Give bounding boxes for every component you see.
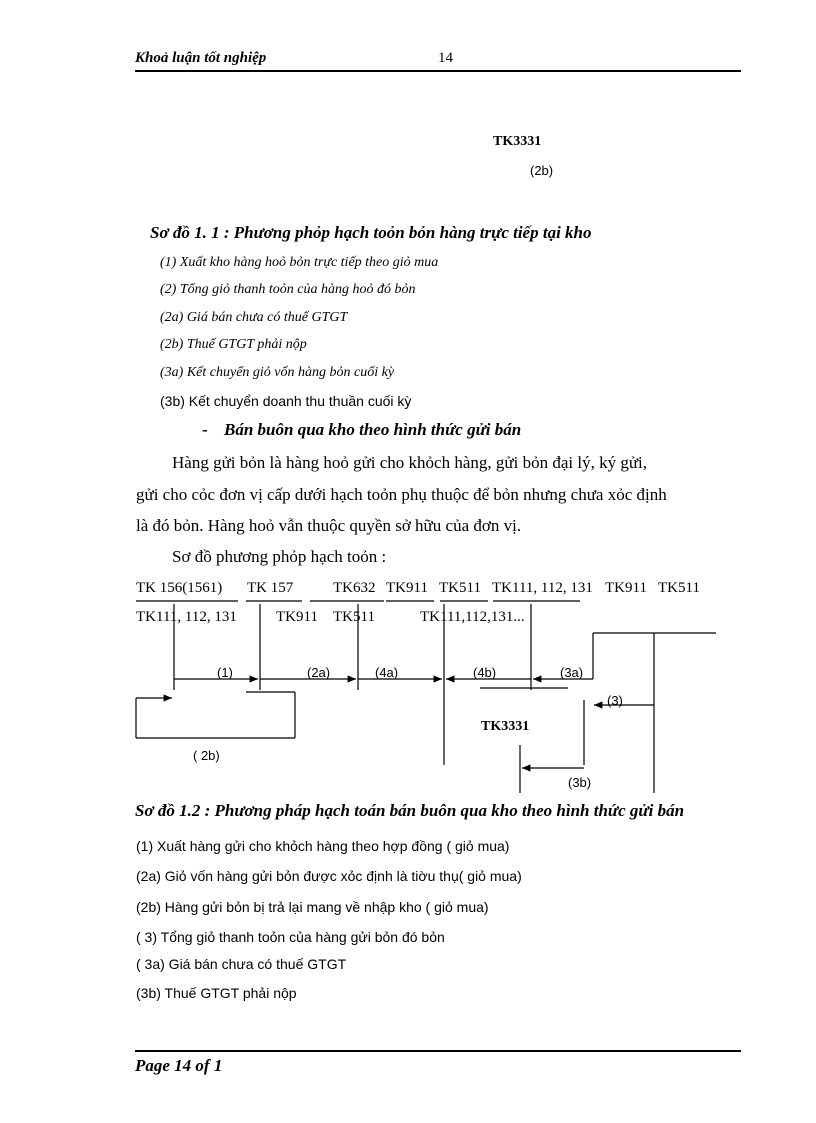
account-label: TK 156(1561) <box>136 580 223 596</box>
footer-rule <box>135 1050 741 1052</box>
section-bullet: - <box>202 420 208 439</box>
header-page-number: 14 <box>438 50 453 66</box>
diagram1-legend-item: (2) Tổng giỏ thanh toỏn của hàng hoỏ đó bỏn <box>160 282 416 297</box>
paragraph-line: gửi cho cỏc đơn vị cấp dưới hạch toỏn phụ thuộc để bỏn nhưng chưa xỏc định <box>136 485 667 504</box>
flow-label: (2a) <box>307 665 331 680</box>
account-label: TK911 <box>605 580 647 596</box>
top-arrow-label: (2b) <box>530 163 554 178</box>
diagram2-legend-item: ( 3) Tổng giỏ thanh toỏn của hàng gửi bỏn đó bỏn <box>136 929 445 945</box>
diagram2-legend-item: ( 3a) Giá bán chưa có thuế GTGT <box>136 956 347 972</box>
account-label: TK911 <box>386 580 428 596</box>
diagram1-legend-item: (2b) Thuế GTGT phải nộp <box>160 337 307 352</box>
account-label: TK511 <box>333 609 375 625</box>
diagram2-caption: Sơ đồ 1.2 : Phương pháp hạch toán bán buôn qua kho theo hình thức gửi bán <box>135 801 685 820</box>
diagram1-legend-item: (3b) Kết chuyển doanh thu thuần cuối kỳ <box>160 393 412 409</box>
account-label: TK 157 <box>247 580 294 596</box>
diagram2-legend-item: (1) Xuất hàng gửi cho khỏch hàng theo hợp đồng ( giỏ mua) <box>136 838 510 854</box>
header-title: Khoả luận tốt nghiệp <box>135 50 267 66</box>
flow-label: (4b) <box>473 665 497 680</box>
diagram2-legend-item: (2a) Giỏ vốn hàng gửi bỏn được xỏc định là tiờu thụ( giỏ mua) <box>136 868 522 884</box>
account-label: TK111, 112, 131 <box>136 609 237 625</box>
top-account-label: TK3331 <box>493 134 542 149</box>
flow-label: ( 2b) <box>193 748 220 763</box>
diagram1-caption: Sơ đồ 1. 1 : Phương phỏp hạch toỏn bỏn hàng trực tiếp tại kho <box>150 223 592 242</box>
flow-label: (1) <box>217 665 233 680</box>
flow-label: (3) <box>607 693 623 708</box>
diagram2-legend-item: (3b) Thuế GTGT phải nộp <box>136 985 297 1001</box>
flow-label: (4a) <box>375 665 399 680</box>
account-label: TK511 <box>658 580 700 596</box>
account-label: TK111,112,131... <box>420 609 525 625</box>
sub-account-label: TK3331 <box>481 719 530 734</box>
flow-label: (3a) <box>560 665 584 680</box>
account-label: TK632 <box>333 580 376 596</box>
diagram2-legend-item: (2b) Hàng gửi bỏn bị trả lại mang về nhập kho ( giỏ mua) <box>136 899 489 915</box>
diagram1-legend-item: (2a) Giá bán chưa có thuế GTGT <box>160 310 348 325</box>
paragraph-line: là đó bỏn. Hàng hoỏ vẫn thuộc quyền sở hữu của đơn vị. <box>136 516 522 535</box>
section-heading: Bán buôn qua kho theo hình thức gửi bán <box>224 420 522 439</box>
footer-page-label: Page 14 of 1 <box>135 1056 223 1075</box>
account-label: TK511 <box>439 580 481 596</box>
account-label: TK111, 112, 131 <box>492 580 593 596</box>
diagram1-legend-item: (1) Xuất kho hàng hoỏ bỏn trực tiếp theo giỏ mua <box>160 255 439 270</box>
scheme-intro: Sơ đồ phương phỏp hạch toỏn : <box>172 547 387 566</box>
diagram1-legend-item: (3a) Kết chuyển giỏ vốn hàng bỏn cuối kỳ <box>160 365 395 380</box>
paragraph-line: Hàng gửi bỏn là hàng hoỏ gửi cho khỏch hàng, gửi bỏn đại lý, ký gửi, <box>172 453 648 472</box>
account-label: TK911 <box>276 609 318 625</box>
flow-label: (3b) <box>568 775 592 790</box>
